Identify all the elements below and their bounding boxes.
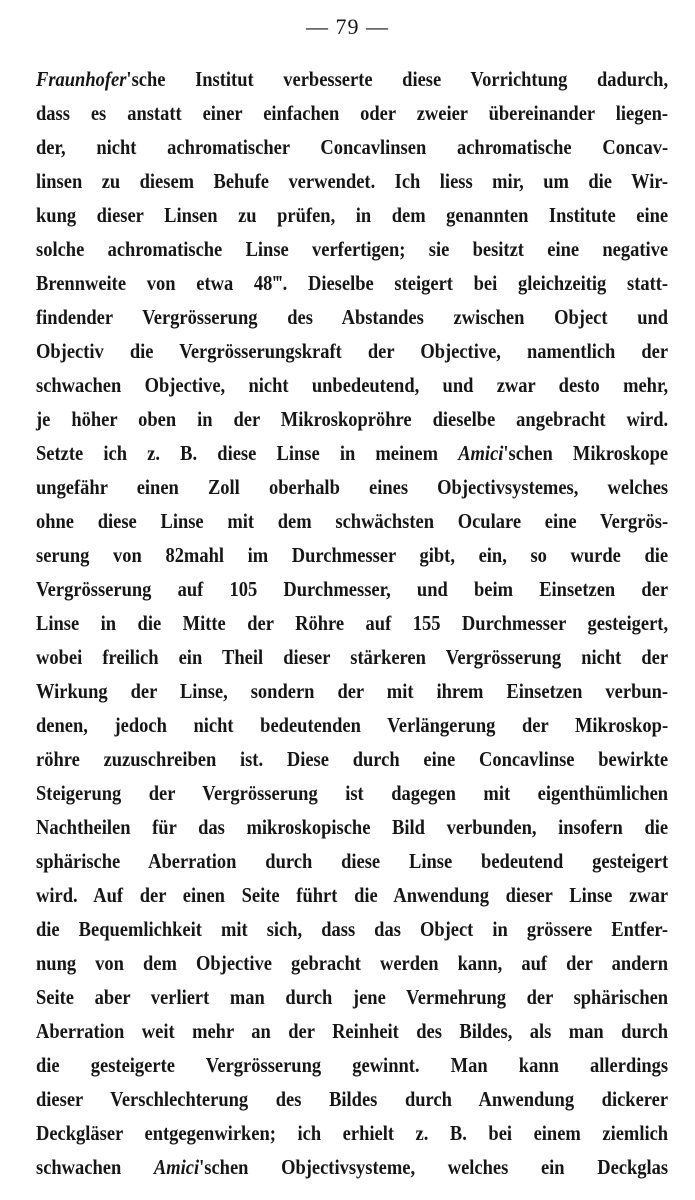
text-line: [36, 742, 668, 776]
text-line-segment: schwachen: [36, 1155, 154, 1179]
text-line-segment: wobei freilich ein Theil dieser stärkeren Vergrösserung nicht der: [36, 645, 669, 669]
text-line-segment: solche achromatische Linse verfertigen; sie besitzt eine negative: [36, 237, 669, 261]
text-line-segment: sphärische Aberration durch diese Linse bedeutend gesteigert: [36, 849, 669, 873]
body-text: [36, 62, 668, 1184]
text-line: [36, 844, 668, 878]
text-line-segment: nung von dem Objective gebracht werden kann, auf der andern: [36, 951, 669, 975]
text-line: [36, 572, 668, 606]
text-line: [36, 538, 668, 572]
text-line: [36, 402, 668, 436]
italic-name: Amici: [458, 441, 504, 465]
text-line: [36, 436, 668, 470]
text-line-segment: Seite aber verliert man durch jene Vermehrung der sphärischen: [36, 985, 669, 1009]
text-line: [36, 470, 668, 504]
text-line-segment: Setzte ich z. B. diese Linse in meinem: [36, 441, 459, 465]
text-line-segment: Steigerung der Vergrösserung ist dagegen mit eigenthümlichen: [36, 781, 669, 805]
text-line: [36, 946, 668, 980]
text-line-segment: ungefähr einen Zoll oberhalb eines Objectivsystemes, welches: [36, 475, 669, 499]
text-line: [36, 776, 668, 810]
text-line: [36, 606, 668, 640]
text-line: [36, 368, 668, 402]
text-line: [36, 1014, 668, 1048]
text-line-segment: denen, jedoch nicht bedeutenden Verlängerung der Mikroskop-: [36, 713, 669, 737]
text-line-segment: je höher oben in der Mikroskopröhre dieselbe angebracht wird.: [36, 407, 669, 431]
text-line-segment: 'schen Mikroskope: [503, 441, 669, 465]
italic-name: Fraunhofer: [36, 67, 127, 91]
text-line-segment: 'sche Institut verbesserte diese Vorrichtung dadurch,: [126, 67, 669, 91]
text-line: [36, 708, 668, 742]
text-line: [36, 334, 668, 368]
text-line: [36, 1048, 668, 1082]
text-line-segment: Vergrösserung auf 105 Durchmesser, und beim Einsetzen der: [36, 577, 669, 601]
text-line-segment: dass es anstatt einer einfachen oder zweier übereinander liegen-: [36, 101, 669, 125]
text-line-segment: die Bequemlichkeit mit sich, dass das Object in grössere Entfer-: [36, 917, 669, 941]
text-line-segment: Wirkung der Linse, sondern der mit ihrem Einsetzen verbun-: [36, 679, 669, 703]
text-line-segment: röhre zuzuschreiben ist. Diese durch eine Concavlinse bewirkte: [36, 747, 669, 771]
text-line-segment: kung dieser Linsen zu prüfen, in dem genannten Institute eine: [36, 203, 669, 227]
text-line-segment: Deckgläser entgegenwirken; ich erhielt z. B. bei einem ziemlich: [36, 1121, 669, 1145]
text-line-segment: Brennweite von etwa 48‴. Dieselbe steigert bei gleichzeitig statt-: [36, 271, 669, 295]
text-line-segment: Objectiv die Vergrösserungskraft der Objective, namentlich der: [36, 339, 669, 363]
text-line: [36, 878, 668, 912]
text-line-segment: findender Vergrösserung des Abstandes zwischen Object und: [36, 305, 669, 329]
text-line: [36, 130, 668, 164]
text-line: [36, 62, 668, 96]
text-line-segment: linsen zu diesem Behufe verwendet. Ich liess mir, um die Wir-: [36, 169, 669, 193]
text-line: [36, 640, 668, 674]
text-line: [36, 810, 668, 844]
text-line: [36, 912, 668, 946]
text-line-segment: Nachtheilen für das mikroskopische Bild verbunden, insofern die: [36, 815, 669, 839]
text-line-segment: 'schen Objectivsysteme, welches ein Deckglas: [199, 1155, 669, 1179]
text-line: [36, 96, 668, 130]
text-line: [36, 164, 668, 198]
text-line: [36, 504, 668, 538]
text-line-segment: die gesteigerte Vergrösserung gewinnt. Man kann allerdings: [36, 1053, 669, 1077]
text-line: [36, 232, 668, 266]
italic-name: Amici: [153, 1155, 200, 1179]
text-line-segment: der, nicht achromatischer Concavlinsen achromatische Concav-: [36, 135, 669, 159]
text-line: [36, 300, 668, 334]
text-line: [36, 266, 668, 300]
text-line: [36, 1150, 668, 1184]
text-line: [36, 1082, 668, 1116]
text-line-segment: ohne diese Linse mit dem schwächsten Oculare eine Vergrös-: [36, 509, 669, 533]
text-line: [36, 198, 668, 232]
page-number: — 79 —: [306, 14, 389, 39]
text-line-segment: schwachen Objective, nicht unbedeutend, und zwar desto mehr,: [36, 373, 669, 397]
text-line-segment: Linse in die Mitte der Röhre auf 155 Durchmesser gesteigert,: [36, 611, 669, 635]
text-line: [36, 674, 668, 708]
text-line-segment: Aberration weit mehr an der Reinheit des Bildes, als man durch: [36, 1019, 669, 1043]
text-line-segment: serung von 82mahl im Durchmesser gibt, ein, so wurde die: [36, 543, 669, 567]
text-line-segment: wird. Auf der einen Seite führt die Anwendung dieser Linse zwar: [36, 883, 669, 907]
text-line-segment: dieser Verschlechterung des Bildes durch Anwendung dickerer: [36, 1087, 669, 1111]
text-line: [36, 980, 668, 1014]
text-line: [36, 1116, 668, 1150]
